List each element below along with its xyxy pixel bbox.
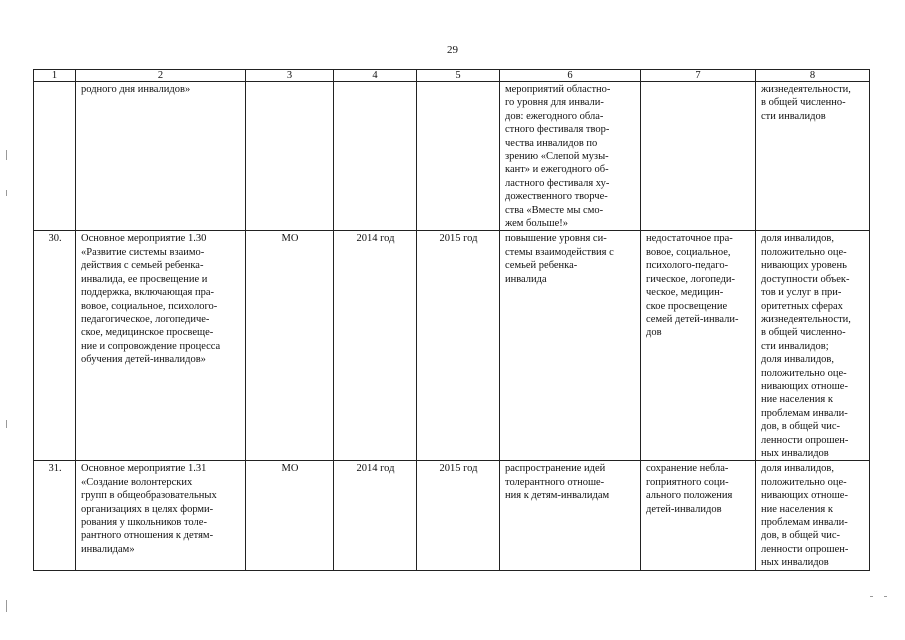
expected-result-cell: мероприятий областно- го уровня для инвали- дов: ежегодного обла- стного фестиваля твор- чества инвалидов по зрению «Слепой музы- кант» и ежегодного об- ластного фестиваля ху- дожественного творче- ства «Вместе мы смо- жем больше!» [500,82,641,231]
expected-result-cell: распространение идей толерантного отноше- ния к детям-инвалидам [500,461,641,570]
scan-artifact [6,600,7,612]
column-number: 8 [756,70,870,82]
consequences-cell: недостаточное пра- вовое, социальное, психолого-педаго- гическое, логопеди- ческое, медицин- ское просвещение семей детей-инвали- дов [641,231,756,461]
table-row [34,231,870,461]
scan-artifact [884,596,887,597]
indicators-cell: доля инвалидов, положительно оце- нивающих отноше- ние населения к проблемам инвали- дов, в общей чис- ленности опрошен- ных инвалидов [756,461,870,570]
column-number: 1 [34,70,76,82]
column-number: 3 [246,70,334,82]
activity-name-cell: Основное мероприятие 1.30 «Развитие системы взаимо- действия с семьей ребенка- инвалида, ее просвещение и поддержка, включающая пра- вовое, социальное, психолого- педагогическое, логопедиче- ское, медицинское просвеще- ние и сопровождение процесса обучения детей-инвалидов» [76,231,246,461]
end-year-cell [417,82,500,231]
end-year-cell: 2015 год [417,231,500,461]
column-number: 7 [641,70,756,82]
consequences-cell [641,82,756,231]
column-number: 4 [334,70,417,82]
executor-cell: МО [246,461,334,570]
row-number-cell [34,82,76,231]
row-number-cell: 30. [34,231,76,461]
expected-result-cell: повышение уровня си- стемы взаимодействия с семьей ребенка- инвалида [500,231,641,461]
indicators-cell: жизнедеятельности, в общей численно- сти инвалидов [756,82,870,231]
consequences-cell: сохранение небла- гоприятного соци- ального положения детей-инвалидов [641,461,756,570]
table-row [34,461,870,570]
column-number: 6 [500,70,641,82]
indicators-cell: доля инвалидов, положительно оце- нивающих уровень доступности объек- тов и услуг в при- оритетных сферах жизнедеятельности, в общей численно- сти инвалидов; доля инвалидов, положительно оце- нивающих отноше- ние населения к проблемам инвали- дов, в общей чис- ленности опрошен- ных инвалидов [756,231,870,461]
scan-artifact [6,420,7,428]
column-number-row [34,70,870,82]
scan-artifact [870,596,873,597]
executor-cell: МО [246,231,334,461]
activity-name-cell: родного дня инвалидов» [76,82,246,231]
column-number: 2 [76,70,246,82]
table-row [34,82,870,231]
activity-name-cell: Основное мероприятие 1.31 «Создание волонтерских групп в общеобразовательных организациях в целях форми- рования у школьников толе- рантного отношения к детям- инвалидам» [76,461,246,570]
row-number-cell: 31. [34,461,76,570]
program-table [33,69,870,571]
page-number: 29 [447,44,458,56]
column-number: 5 [417,70,500,82]
start-year-cell: 2014 год [334,231,417,461]
scan-artifact [6,190,7,196]
end-year-cell: 2015 год [417,461,500,570]
start-year-cell [334,82,417,231]
executor-cell [246,82,334,231]
start-year-cell: 2014 год [334,461,417,570]
scan-artifact [6,150,7,160]
